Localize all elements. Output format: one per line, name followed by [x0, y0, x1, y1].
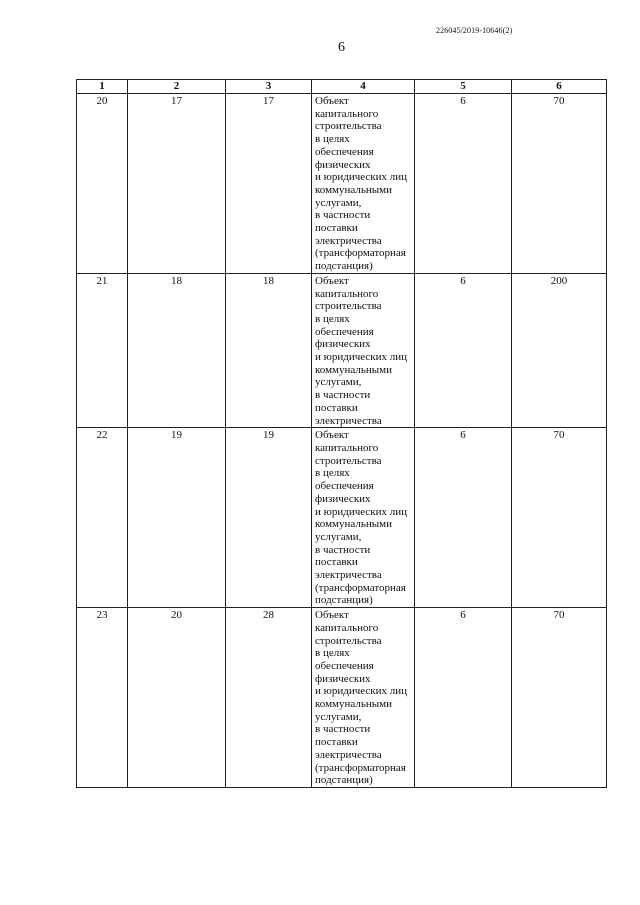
- table-cell: 21: [77, 273, 128, 427]
- table-cell: 70: [512, 94, 607, 274]
- description-line: и юридических лиц: [315, 505, 408, 518]
- description-cell: [312, 94, 415, 274]
- description-line: строительства: [315, 634, 382, 647]
- table-cell: 200: [512, 273, 607, 427]
- description-line: коммунальными: [315, 183, 392, 196]
- description-line: услугами,: [315, 530, 362, 543]
- description-line: строительства: [315, 454, 382, 467]
- description-line: поставки: [315, 736, 358, 749]
- description-line: Объект: [315, 609, 349, 622]
- description-line: капитального: [315, 621, 379, 634]
- description-line: поставки: [315, 556, 358, 569]
- table-header-row: [77, 80, 607, 94]
- table-body: [77, 94, 607, 788]
- description-cell: [312, 608, 415, 788]
- description-line: коммунальными: [315, 518, 392, 531]
- description-line: в целях: [315, 133, 350, 146]
- description-line: и юридических лиц: [315, 685, 408, 698]
- description-line: в частности: [315, 389, 371, 402]
- table-cell: 22: [77, 428, 128, 608]
- description-line: физических: [315, 672, 371, 685]
- column-header: 1: [77, 80, 128, 94]
- description-line: капитального: [315, 441, 379, 454]
- description-cell: [312, 273, 415, 427]
- table-cell: 70: [512, 608, 607, 788]
- description-line: капитального: [315, 107, 379, 120]
- table-row: [77, 94, 607, 274]
- description-line: Объект: [315, 95, 349, 107]
- description-line: в целях: [315, 312, 350, 325]
- table-cell: 6: [415, 94, 512, 274]
- description-line: электричества: [315, 414, 382, 427]
- table-row: [77, 428, 607, 608]
- data-table: [76, 79, 607, 788]
- description-cell: [312, 428, 415, 608]
- description-line: электричества: [315, 569, 382, 582]
- table-cell: 18: [226, 273, 312, 427]
- table-row: [77, 273, 607, 427]
- description-line: подстанция): [315, 594, 373, 607]
- description-line: и юридических лиц: [315, 171, 408, 184]
- table-cell: 6: [415, 428, 512, 608]
- description-line: поставки: [315, 222, 358, 235]
- description-line: строительства: [315, 300, 382, 313]
- description-line: в частности: [315, 543, 371, 556]
- column-header: 5: [415, 80, 512, 94]
- description-line: услугами,: [315, 710, 362, 723]
- description-line: в частности: [315, 723, 371, 736]
- description-line: Объект: [315, 274, 349, 287]
- table-cell: 20: [128, 608, 226, 788]
- description-line: обеспечения: [315, 659, 374, 672]
- description-line: физических: [315, 492, 371, 505]
- table-cell: 19: [226, 428, 312, 608]
- description-line: обеспечения: [315, 145, 374, 158]
- description-line: обеспечения: [315, 480, 374, 493]
- table-cell: 17: [128, 94, 226, 274]
- description-line: (трансформаторная: [315, 581, 406, 594]
- table-cell: 17: [226, 94, 312, 274]
- description-line: (трансформаторная: [315, 247, 406, 260]
- description-line: в целях: [315, 647, 350, 660]
- description-line: капитального: [315, 287, 379, 300]
- description-line: электричества: [315, 234, 382, 247]
- table-row: [77, 608, 607, 788]
- description-line: в частности: [315, 209, 371, 222]
- description-line: электричества: [315, 748, 382, 761]
- column-header: 6: [512, 80, 607, 94]
- table-cell: 23: [77, 608, 128, 788]
- table-cell: 28: [226, 608, 312, 788]
- column-header: 3: [226, 80, 312, 94]
- description-line: физических: [315, 158, 371, 171]
- description-line: Объект: [315, 429, 349, 442]
- table-cell: 6: [415, 608, 512, 788]
- description-line: строительства: [315, 120, 382, 133]
- table-cell: 20: [77, 94, 128, 274]
- page-number: 6: [338, 40, 345, 55]
- description-line: подстанция): [315, 260, 373, 273]
- description-line: коммунальными: [315, 363, 392, 376]
- table-cell: 18: [128, 273, 226, 427]
- description-line: подстанция): [315, 774, 373, 787]
- description-line: обеспечения: [315, 325, 374, 338]
- description-line: в целях: [315, 467, 350, 480]
- description-line: услугами,: [315, 196, 362, 209]
- description-line: (трансформаторная: [315, 761, 406, 774]
- table-cell: 6: [415, 273, 512, 427]
- description-line: физических: [315, 338, 371, 351]
- description-line: поставки: [315, 401, 358, 414]
- description-line: услугами,: [315, 376, 362, 389]
- column-header: 4: [312, 80, 415, 94]
- table-cell: 70: [512, 428, 607, 608]
- table-cell: 19: [128, 428, 226, 608]
- description-line: коммунальными: [315, 698, 392, 711]
- document-id: 226045/2019-10646(2): [436, 26, 513, 35]
- description-line: и юридических лиц: [315, 351, 408, 364]
- column-header: 2: [128, 80, 226, 94]
